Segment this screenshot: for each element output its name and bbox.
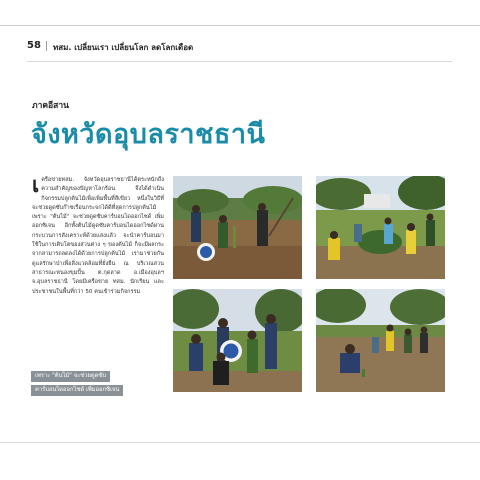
bottom-divider xyxy=(0,442,480,443)
photo-volunteers-planting xyxy=(316,289,445,392)
photo-tree-planting-group xyxy=(173,176,302,279)
photo-group-with-seedling xyxy=(173,289,302,392)
caption-line-2: คาร์บอนไดออกไซด์ เพิ่มออกซิเจน xyxy=(31,385,123,396)
header-divider xyxy=(27,61,452,62)
photo-planting-field xyxy=(316,176,445,279)
caption-line-1: เพราะ "ต้นไม้" จะช่วยดูดซับ xyxy=(31,371,110,382)
running-header-title: ทสม. เปลี่ยนเรา เปลี่ยนโลก ลดโลกเดือด xyxy=(53,43,194,52)
header-separator xyxy=(46,41,47,51)
top-divider xyxy=(0,25,480,26)
article-text: ครือข่ายทสม. จังหวัดอุบลราชธานีได้ตระหนักถึงความสำคัญของปัญหาโลกร้อน จึงได้ดำเนินกิจกรรมปลูกต้นไม้เพื่อเพิ่มพื้นที่สีเขียว หนึ่งในวิธีที่จะช่วยดูดซับก๊าซเรือนกระจกได้ดีที่สุดการปลูกต้นไม้ เพราะ "ต้นไม้" จะช่วยดูดซับคาร์บอนไดออกไซด์ เพิ่มออกซิเจน อีกทั้งต้นไม้ดูดซับคาร์บอนไดออกไซด์ผ่านกระบวนการสังเคราะห์ด้วยแสงแล้ว จะนำคาร์บอนมาใช้ในการเติบโตของส่วนต่าง ๆ ของต้นไม้ ก็จะมีผลกระจากสามารถลดลงได้ด้วยการปลูกต้นไม้ เรามาช่วยกันดูแลรักษาป่าเพื่อสิ่งแวดล้อมที่ยั่งยืน ณ บริเวณสวนสาธารณะหนองขุมปั้น ต.กุดลาด อ.เมืองอุบลฯ จ.อุบลราชธานี โดยมีเครือข่าย ทสม. นักเรียน และประชาชนในพื้นที่กว่า 50 คนเข้าร่วมกิจกรรม xyxy=(32,177,164,295)
province-title: จังหวัดอุบลราชธานี xyxy=(31,119,266,150)
article-body xyxy=(32,173,164,366)
page-number: 58 xyxy=(27,40,41,51)
drop-cap: เ xyxy=(32,173,40,197)
region-label: ภาคอีสาน xyxy=(32,101,69,111)
